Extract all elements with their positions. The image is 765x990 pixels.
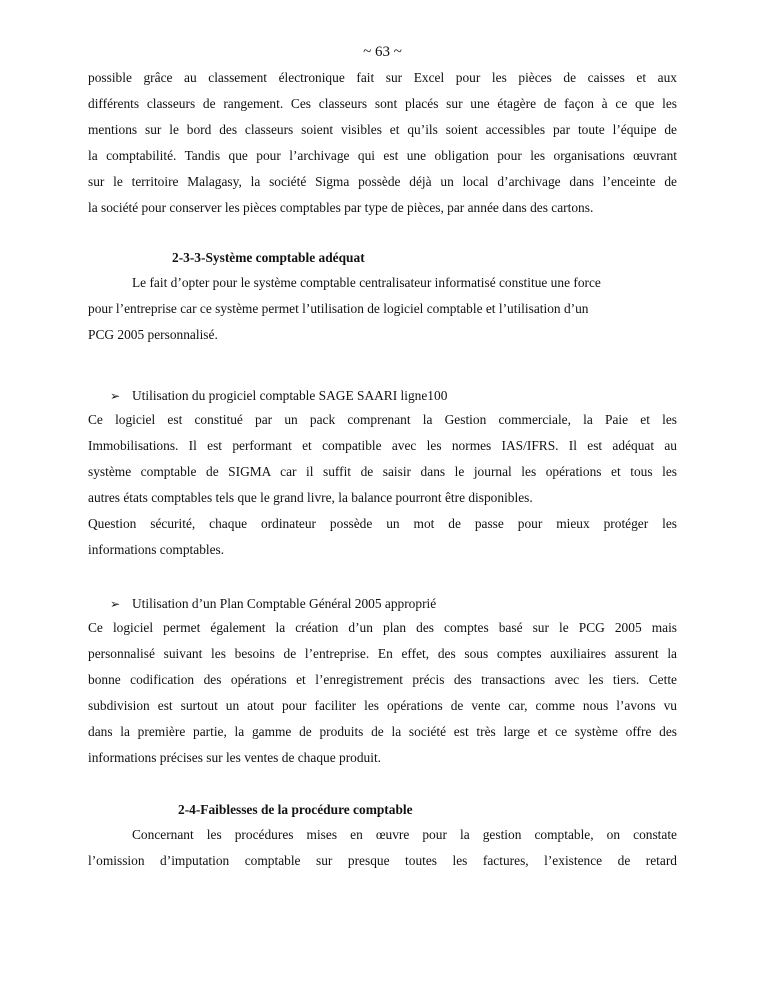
text-line: sur le territoire Malagasy, la société Sigma possède déjà un local d’archivage dans l’enceinte de [88,174,677,189]
text-line: subdivision est surtout un atout pour faciliter les opérations de vente car, comme nous l’avons vu [88,698,677,713]
bullet-label: Utilisation du progiciel comptable SAGE SAARI ligne100 [132,388,448,403]
text-line: Question sécurité, chaque ordinateur possède un mot de passe pour mieux protéger les [88,516,677,531]
text-line: pour l’entreprise car ce système permet l’utilisation de logiciel comptable et l’utilisation d’un [88,301,589,316]
bullet-item-sage [110,386,447,406]
right-arrowhead-icon: ➢ [110,389,121,403]
paragraph-system [88,270,677,348]
text-line: la société pour conserver les pièces comptables par type de pièces, par année dans des cartons. [88,200,594,215]
bullet-item-pcg [110,594,436,614]
text-line: Ce logiciel permet également la création d’un plan des comptes basé sur le PCG 2005 mais [88,620,677,635]
paragraph-chart-of-accounts [88,615,677,771]
text-line: dans la première partie, la gamme de produits de la société est très large et ce système offre des [88,724,677,739]
text-line: Le fait d’opter pour le système comptable centralisateur informatisé constitue une force [132,275,601,290]
paragraph-archiving [88,65,677,221]
text-line: différents classeurs de rangement. Ces classeurs sont placés sur une étagère de façon à ce que les [88,96,677,111]
paragraph-software [88,407,677,563]
text-line: l’omission d’imputation comptable sur presque toutes les factures, l’existence de retard [88,853,677,868]
text-line: personnalisé suivant les besoins de l’entreprise. En effet, des sous comptes auxiliaires assurent la [88,646,677,661]
text-line: la comptabilité. Tandis que pour l’archivage qui est une obligation pour les organisations œuvrant [88,148,677,163]
text-line: PCG 2005 personnalisé. [88,327,218,342]
text-line: informations comptables. [88,542,225,557]
text-line: autres états comptables tels que le grand livre, la balance pourront être disponibles. [88,490,533,505]
text-line: Concernant les procédures mises en œuvre pour la gestion comptable, on constate [132,827,677,842]
section-heading-system: 2-3-3-Système comptable adéquat [172,250,365,265]
text-line: possible grâce au classement électronique fait sur Excel pour les pièces de caisses et aux [88,70,677,85]
section-heading-weaknesses: 2-4-Faiblesses de la procédure comptable [178,802,413,817]
text-line: Ce logiciel est constitué par un pack comprenant la Gestion commerciale, la Paie et les [88,412,677,427]
text-line: informations précises sur les ventes de chaque produit. [88,750,382,765]
text-line: système comptable de SIGMA car il suffit de saisir dans le journal les opérations et tous les [88,464,677,479]
page-number: ~ 63 ~ [363,44,402,60]
paragraph-weaknesses [88,822,677,874]
right-arrowhead-icon: ➢ [110,597,121,611]
text-line: mentions sur le bord des classeurs soient visibles et qu’ils soient accessibles par toute l’équipe de [88,122,677,137]
bullet-label: Utilisation d’un Plan Comptable Général 2005 approprié [132,596,437,611]
text-line: Immobilisations. Il est performant et compatible avec les normes IAS/IFRS. Il est adéquat au [88,438,677,453]
text-line: bonne codification des opérations et l’enregistrement précis des transactions avec les tiers. Cette [88,672,677,687]
